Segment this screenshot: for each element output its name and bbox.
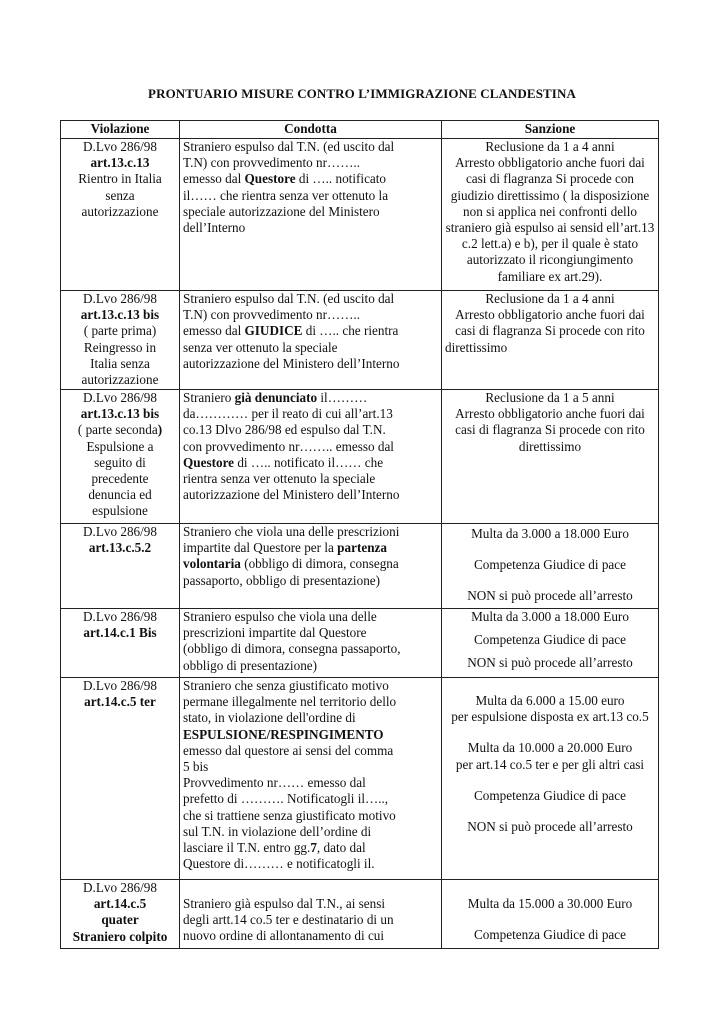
violazione-line: D.Lvo 286/98 xyxy=(83,390,157,405)
condotta-line xyxy=(183,390,438,406)
condotta-line: Straniero espulso dal T.N. (ed uscito dal xyxy=(183,291,395,306)
violazione-line: precedente xyxy=(91,471,149,487)
condotta-emphasis: ESPULSIONE/RESPINGIMENTO xyxy=(183,726,384,742)
violazione-text: ( parte seconda xyxy=(77,422,158,438)
condotta-line xyxy=(183,171,438,187)
condotta-line: nuovo ordine di allontanamento di cui xyxy=(183,928,385,944)
condotta-line: il…… che rientra senza ver ottenuto la xyxy=(183,187,389,203)
sanzione-line: Arresto obbligatorio anche fuori dai xyxy=(455,406,645,422)
sanzione-line: Competenza Giudice di pace xyxy=(474,927,626,943)
sanzione-line: NON si può procede all’arresto xyxy=(467,655,633,671)
sanzione-line: Reclusione da 1 a 4 anni xyxy=(485,139,615,154)
condotta-line: autorizzazione del Ministero dell’Interno xyxy=(183,355,400,371)
condotta-line: che si trattiene senza giustificato motivo xyxy=(183,807,396,823)
sanzione-line: direttissimo xyxy=(518,438,582,454)
table-row xyxy=(61,524,659,609)
sanzione-line: familiare ex art.29). xyxy=(497,268,603,284)
sanzione-cell xyxy=(442,880,659,949)
table-row xyxy=(61,609,659,678)
condotta-cell xyxy=(180,291,442,390)
sanzione-line: Competenza Giudice di pace xyxy=(474,787,626,803)
condotta-text: emesso dal xyxy=(183,171,245,187)
condotta-emphasis: 7 xyxy=(310,840,317,856)
condotta-line: stato, in violazione dell'ordine di xyxy=(183,710,356,726)
violazione-cell xyxy=(61,390,180,524)
condotta-line: rientra senza ver ottenuto la speciale xyxy=(183,471,376,487)
condotta-line: obbligo di presentazione) xyxy=(183,657,318,673)
condotta-line: Provvedimento nr…… emesso dal xyxy=(183,775,366,791)
violazione-article: art.14.c.1 Bis xyxy=(83,625,157,641)
sanzione-cell xyxy=(442,390,659,524)
sanzione-cell xyxy=(442,678,659,880)
document-title: PRONTUARIO MISURE CONTRO L’IMMIGRAZIONE CLANDESTINA xyxy=(148,86,576,101)
sanzione-line: Multa da 3.000 a 18.000 Euro xyxy=(471,609,629,624)
condotta-text: lasciare il T.N. entro gg. xyxy=(183,840,311,856)
condotta-text: impartite dal Questore per la xyxy=(183,540,338,556)
condotta-cell xyxy=(180,390,442,524)
sanzione-cell xyxy=(442,609,659,678)
sanzione-line: direttissimo xyxy=(445,339,508,355)
violazione-line: Espulsione a xyxy=(86,438,154,454)
condotta-line: senza ver ottenuto la speciale xyxy=(183,339,338,355)
condotta-line: con provvedimento nr…….. emesso dal xyxy=(183,438,394,454)
sanzione-cell xyxy=(442,524,659,609)
sanzione-line: Reclusione da 1 a 5 anni xyxy=(485,390,615,405)
violazione-paren: ) xyxy=(157,422,163,438)
condotta-line: Straniero espulso che viola una delle xyxy=(183,609,377,624)
sanzione-line: Reclusione da 1 a 4 anni xyxy=(485,291,615,306)
condotta-emphasis: GIUDICE xyxy=(244,323,303,339)
table-header-row xyxy=(61,121,659,139)
table-row xyxy=(61,880,659,949)
violazione-line xyxy=(64,422,176,438)
violazione-article: art.13.c.5.2 xyxy=(88,540,152,556)
sanzione-line: casi di flagranza Si procede con rito xyxy=(455,422,645,438)
violazione-line: autorizzazione xyxy=(81,203,159,219)
condotta-emphasis: Questore xyxy=(244,171,296,187)
violazione-line: Italia senza xyxy=(90,355,150,371)
table-row xyxy=(61,291,659,390)
table-row xyxy=(61,390,659,524)
condotta-line xyxy=(183,556,438,572)
violazione-line: D.Lvo 286/98 xyxy=(83,524,157,539)
violazione-cell xyxy=(61,291,180,390)
condotta-line: Questore di……… e notificatogli il. xyxy=(183,856,375,872)
condotta-line: 5 bis xyxy=(183,759,209,775)
header-violazione: Violazione xyxy=(61,121,180,139)
sanzione-line: straniero già espulso ai sensid ell’art.13 xyxy=(445,220,655,236)
violazione-line: autorizzazione xyxy=(81,372,159,388)
condotta-line: (obbligo di dimora, consegna passaporto, xyxy=(183,641,401,657)
condotta-text: il……… xyxy=(317,390,368,405)
condotta-line: T.N) con provvedimento nr…….. xyxy=(183,307,361,323)
condotta-text: (obbligo di dimora, consegna xyxy=(240,556,399,572)
condotta-cell xyxy=(180,524,442,609)
prontuario-table xyxy=(60,120,659,949)
condotta-line: Straniero già espulso dal T.N., ai sensi xyxy=(183,896,386,911)
violazione-line: D.Lvo 286/98 xyxy=(83,139,157,154)
condotta-cell xyxy=(180,139,442,291)
condotta-text: di ….. che rientra xyxy=(302,323,399,339)
sanzione-line: Arresto obbligatorio anche fuori dai xyxy=(455,155,645,171)
violazione-line: D.Lvo 286/98 xyxy=(83,609,157,624)
condotta-line: autorizzazione del Ministero dell’Interno xyxy=(183,487,400,503)
violazione-cell xyxy=(61,609,180,678)
violazione-cell xyxy=(61,678,180,880)
condotta-line: prefetto di ………. Notificatogli il….., xyxy=(183,791,389,807)
violazione-line: D.Lvo 286/98 xyxy=(83,880,157,895)
condotta-line xyxy=(183,323,438,339)
condotta-text: emesso dal xyxy=(183,323,245,339)
violazione-article: art.14.c.5 ter xyxy=(84,694,156,710)
condotta-text: di ….. notificato xyxy=(295,171,387,187)
sanzione-cell xyxy=(442,291,659,390)
violazione-line: D.Lvo 286/98 xyxy=(83,291,157,306)
condotta-line: sul T.N. in violazione dell’ordine di xyxy=(183,823,372,839)
sanzione-line: per art.14 co.5 ter e per gli altri casi xyxy=(455,756,645,772)
violazione-article: art.13.c.13 bis xyxy=(80,307,160,323)
sanzione-line: Multa da 15.000 a 30.000 Euro xyxy=(467,896,633,911)
sanzione-line: Arresto obbligatorio anche fuori dai xyxy=(455,307,645,323)
condotta-line: prescrizioni impartite dal Questore xyxy=(183,625,367,641)
sanzione-line: Competenza Giudice di pace xyxy=(474,632,626,648)
condotta-line xyxy=(183,455,438,471)
violazione-line: Reingresso in xyxy=(83,339,157,355)
sanzione-line: Multa da 3.000 a 18.000 Euro xyxy=(471,526,629,541)
violazione-cell xyxy=(61,524,180,609)
sanzione-line: Competenza Giudice di pace xyxy=(474,557,626,573)
condotta-line: Straniero che viola una delle prescrizioni xyxy=(183,524,400,539)
condotta-line xyxy=(183,840,438,856)
sanzione-line: autorizzato il ricongiungimento xyxy=(466,252,634,268)
condotta-emphasis: partenza xyxy=(337,540,387,556)
violazione-cell xyxy=(61,139,180,291)
header-condotta: Condotta xyxy=(180,121,442,139)
violazione-line: seguito di xyxy=(94,454,146,470)
condotta-line: co.13 Dlvo 286/98 ed espulso dal T.N. xyxy=(183,422,386,438)
condotta-line: emesso dal questore ai sensi del comma xyxy=(183,742,394,758)
condotta-line: passaporto, obbligo di presentazione) xyxy=(183,572,381,588)
violazione-line: D.Lvo 286/98 xyxy=(83,678,157,693)
sanzione-line: NON si può procede all’arresto xyxy=(467,588,633,604)
sanzione-line: per espulsione disposta ex art.13 co.5 xyxy=(451,709,649,725)
condotta-emphasis: volontaria xyxy=(183,556,241,572)
condotta-line: dell’Interno xyxy=(183,220,246,236)
sanzione-line: Multa da 10.000 a 20.000 Euro xyxy=(467,740,633,756)
sanzione-line: giudizio direttissimo ( la disposizione xyxy=(450,187,650,203)
condotta-text: Straniero xyxy=(183,390,235,405)
violazione-article: Straniero colpito xyxy=(72,928,168,944)
violazione-article: art.13.c.13 xyxy=(90,155,150,171)
condotta-line: speciale autorizzazione del Ministero xyxy=(183,203,380,219)
table-row xyxy=(61,678,659,880)
violazione-article: art.14.c.5 xyxy=(93,896,147,912)
sanzione-cell xyxy=(442,139,659,291)
sanzione-line: NON si può procede all’arresto xyxy=(467,819,633,835)
condotta-line: T.N) con provvedimento nr…….. xyxy=(183,155,361,171)
condotta-line: Straniero espulso dal T.N. (ed uscito dal xyxy=(183,139,395,154)
condotta-line: da………… per il reato di cui all’art.13 xyxy=(183,406,393,422)
condotta-cell xyxy=(180,609,442,678)
sanzione-line: casi di flagranza Si procede con rito xyxy=(455,323,645,339)
sanzione-line: c.2 lett.a) e b), per il quale è stato xyxy=(461,236,639,252)
condotta-line: degli artt.14 co.5 ter e destinatario di un xyxy=(183,912,394,928)
condotta-text: , dato dal xyxy=(316,840,366,856)
violazione-line: senza xyxy=(105,187,135,203)
violazione-article: quater xyxy=(101,912,139,928)
condotta-emphasis: già denunciato xyxy=(234,390,318,405)
violazione-line: Rientro in Italia xyxy=(78,171,162,187)
sanzione-line: non si applica nei confronti dello xyxy=(463,203,637,219)
condotta-cell xyxy=(180,880,442,949)
condotta-line: Straniero che senza giustificato motivo xyxy=(183,678,389,693)
table-row xyxy=(61,139,659,291)
violazione-line: ( parte prima) xyxy=(83,323,157,339)
violazione-article: art.13.c.13 bis xyxy=(80,406,160,422)
condotta-emphasis: Questore xyxy=(183,454,235,470)
condotta-line: permane illegalmente nel territorio dello xyxy=(183,694,397,710)
condotta-cell xyxy=(180,678,442,880)
sanzione-line: casi di flagranza Si procede con xyxy=(465,171,635,187)
header-sanzione: Sanzione xyxy=(442,121,659,139)
sanzione-line: Multa da 6.000 a 15.00 euro xyxy=(475,693,625,708)
condotta-line xyxy=(183,540,438,556)
violazione-line: denuncia ed xyxy=(88,487,152,503)
condotta-text: di ….. notificato il…… che xyxy=(234,454,384,470)
violazione-cell xyxy=(61,880,180,949)
violazione-line: espulsione xyxy=(92,503,148,519)
